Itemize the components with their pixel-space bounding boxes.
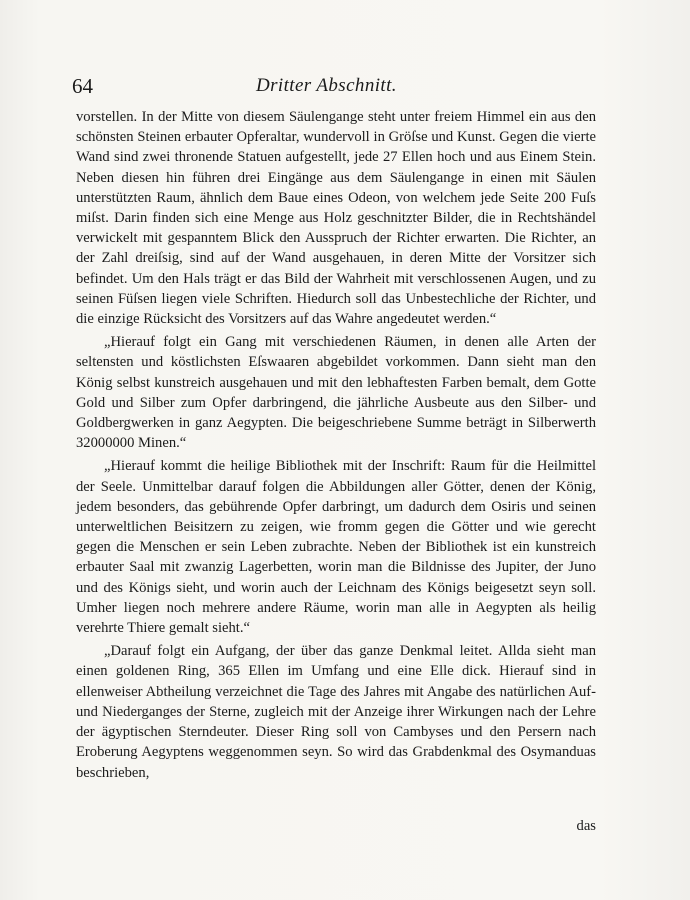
paragraph: „Hierauf folgt ein Gang mit verschiedenen Räumen, in denen alle Arten der seltensten und köstlichsten Eſswaaren abgebildet vorkommen. Dann sieht man den König selbst kunstreich ausgehauen und mit den lebhaftesten Farben bemalt, dem Gotte Gold und Silber zum Opfer darbringend, die jährliche Ausbeute aus den Silber- und Goldbergwerken in ganz Aegypten. Die beigeschriebene Summe beträgt in Silberwerth 32000000 Minen.“ — [76, 334, 596, 452]
running-title: Dritter Abschnitt. — [256, 75, 397, 96]
paragraph: „Hierauf kommt die heilige Bibliothek mit der Inschrift: Raum für die Heilmittel der Seele. Unmittelbar darauf folgen die Abbildungen aller Götter, denen der König, jedem besonders, das gebührende Opfer darbringt, um dadurch dem Osiris und seinen unterweltlichen Beisitzern zu zeigen, wie fromm gegen die Götter und wie gerecht gegen die Menschen er sein Leben zubrachte. Neben der Bibliothek ist ein kunstreich erbauter Saal mit zwanzig Lagerbetten, worin man die Bildnisse des Jupiter, der Juno und des Königs sieht, und worin auch der Leichnam des Königs beigesetzt seyn soll. Umher liegen noch mehrere andere Räume, worin man alle in Aegypten als heilig verehrte Thiere gemalt sieht.“ — [76, 458, 596, 637]
paragraph: „Darauf folgt ein Aufgang, der über das ganze Denkmal leitet. Allda sieht man einen goldenen Ring, 365 Ellen im Umfang und eine Elle dick. Hierauf sind in ellenweiser Abtheilung verzeichnet die Tage des Jahres mit Angabe des natürlichen Auf- und Niederganges der Sterne, zugleich mit der Anzeige ihrer Wirkungen nach der Lehre der ägyptischen Sterndeuter. Dieser Ring soll von Cambyses und den Persern nach Eroberung Aegyptens weggenommen seyn. So wird das Grabdenkmal des Osymanduas beschrieben, — [76, 643, 596, 781]
page-number: 64 — [72, 74, 93, 98]
catchword: das — [576, 818, 596, 834]
page-header — [72, 74, 632, 104]
body-text — [76, 107, 596, 786]
paragraph-continued: vorstellen. In der Mitte von diesem Säulengange steht unter freiem Himmel ein aus den schönsten Steinen erbauter Opferaltar, wundervoll in Gröſse und Kunst. Gegen die vierte Wand sind zwei thronende Statuen aufgestellt, jede 27 Ellen hoch und aus Einem Stein. Neben diesen hin führen drei Eingänge aus dem Säulengange in einen mit Säulen unterstützten Raum, ähnlich dem Baue eines Odeon, von welchem jede Seite 200 Fuſs miſst. Darin finden sich eine Menge aus Holz geschnitzter Bilder, die in Rechtshändel verwickelt mit gespanntem Blick den Ausspruch der Richter erwarten. Die Richter, an der Zahl dreiſsig, sind auf der Wand ausgehauen, in deren Mitte der Vorsitzer sich befindet. Um den Hals trägt er das Bild der Wahrheit mit verschlossenen Augen, und zu seinen Füſsen liegen viele Schriften. Hiedurch soll das Unbestechliche der Richter, und die einzige Rücksicht des Vorsitzers auf das Wahre angedeutet werden.“ — [76, 109, 596, 328]
